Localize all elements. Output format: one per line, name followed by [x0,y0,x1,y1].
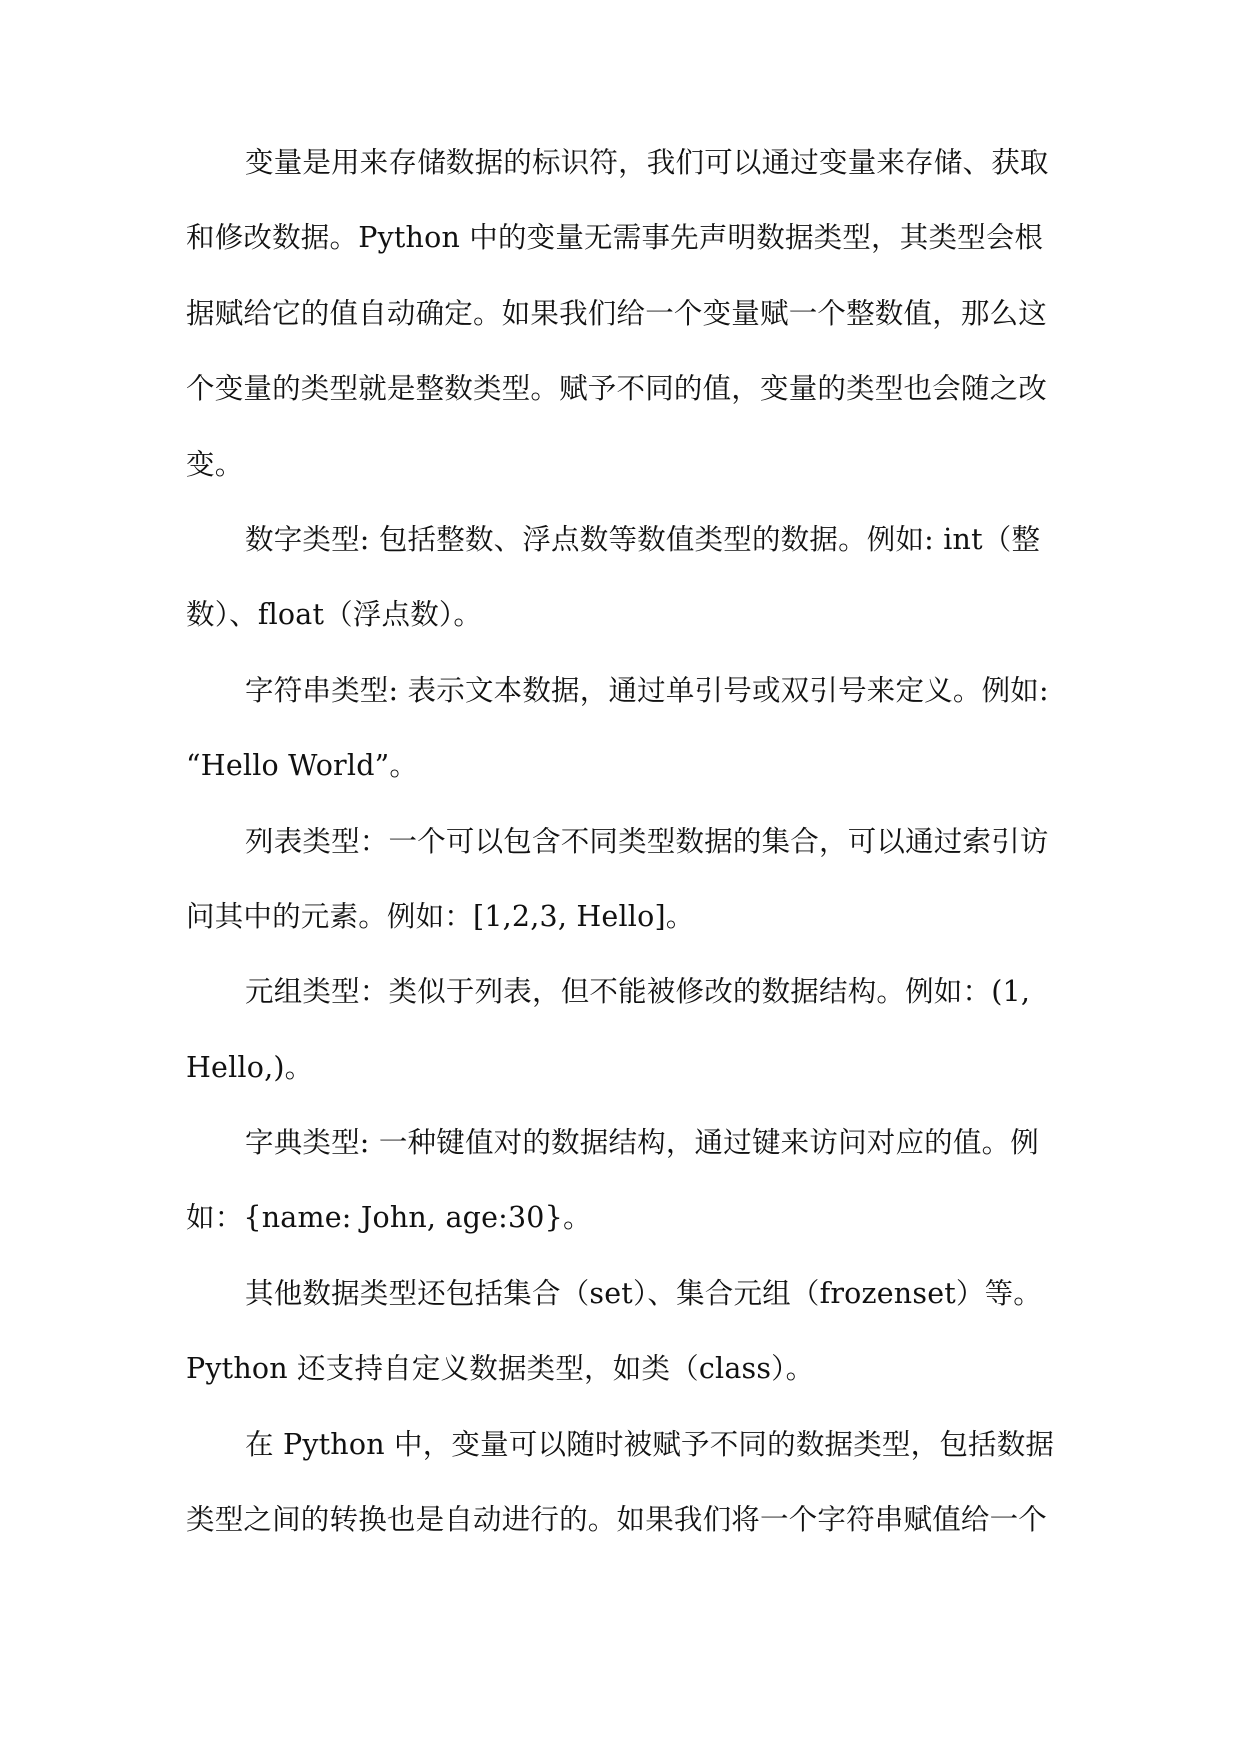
text-line: 个变量的类型就是整数类型。赋予不同的值，变量的类型也会随之改 [186,372,1048,406]
text-line: 其他数据类型还包括集合（set）、集合元组（frozenset）等。 [245,1276,1043,1310]
text-line: 元组类型：类似于列表，但不能被修改的数据结构。例如：(1, [245,975,1031,1009]
text-line: 据赋给它的值自动确定。如果我们给一个变量赋一个整数值，那么这 [186,296,1048,330]
text-line: 数）、float（浮点数）。 [186,598,483,632]
text-line: 字符串类型: 表示文本数据，通过单引号或双引号来定义。例如: [245,673,1049,707]
body-text [186,145,1056,1577]
text-line: 如：{name: John, age:30}。 [186,1201,592,1235]
text-line: 变量是用来存储数据的标识符，我们可以通过变量来存储、获取 [245,146,1049,179]
text-line: 列表类型：一个可以包含不同类型数据的集合，可以通过索引访 [245,824,1049,858]
text-line: 数字类型: 包括整数、浮点数等数值类型的数据。例如: int（整 [245,522,1041,556]
text-line: Hello,)。 [186,1050,314,1084]
text-line: 变。 [186,447,244,481]
text-line: Python 还支持自定义数据类型，如类（class）。 [186,1352,815,1386]
text-line: 字典类型: 一种键值对的数据结构，通过键来访问对应的值。例 [245,1126,1039,1160]
text-line: 和修改数据。Python 中的变量无需事先声明数据类型，其类型会根 [186,221,1044,255]
text-line: 类型之间的转换也是自动进行的。如果我们将一个字符串赋值给一个 [186,1503,1048,1537]
text-line: 问其中的元素。例如：[1,2,3, Hello]。 [186,899,695,933]
text-line: “Hello World”。 [186,749,419,783]
text-line: 在 Python 中，变量可以随时被赋予不同的数据类型，包括数据 [245,1427,1055,1461]
